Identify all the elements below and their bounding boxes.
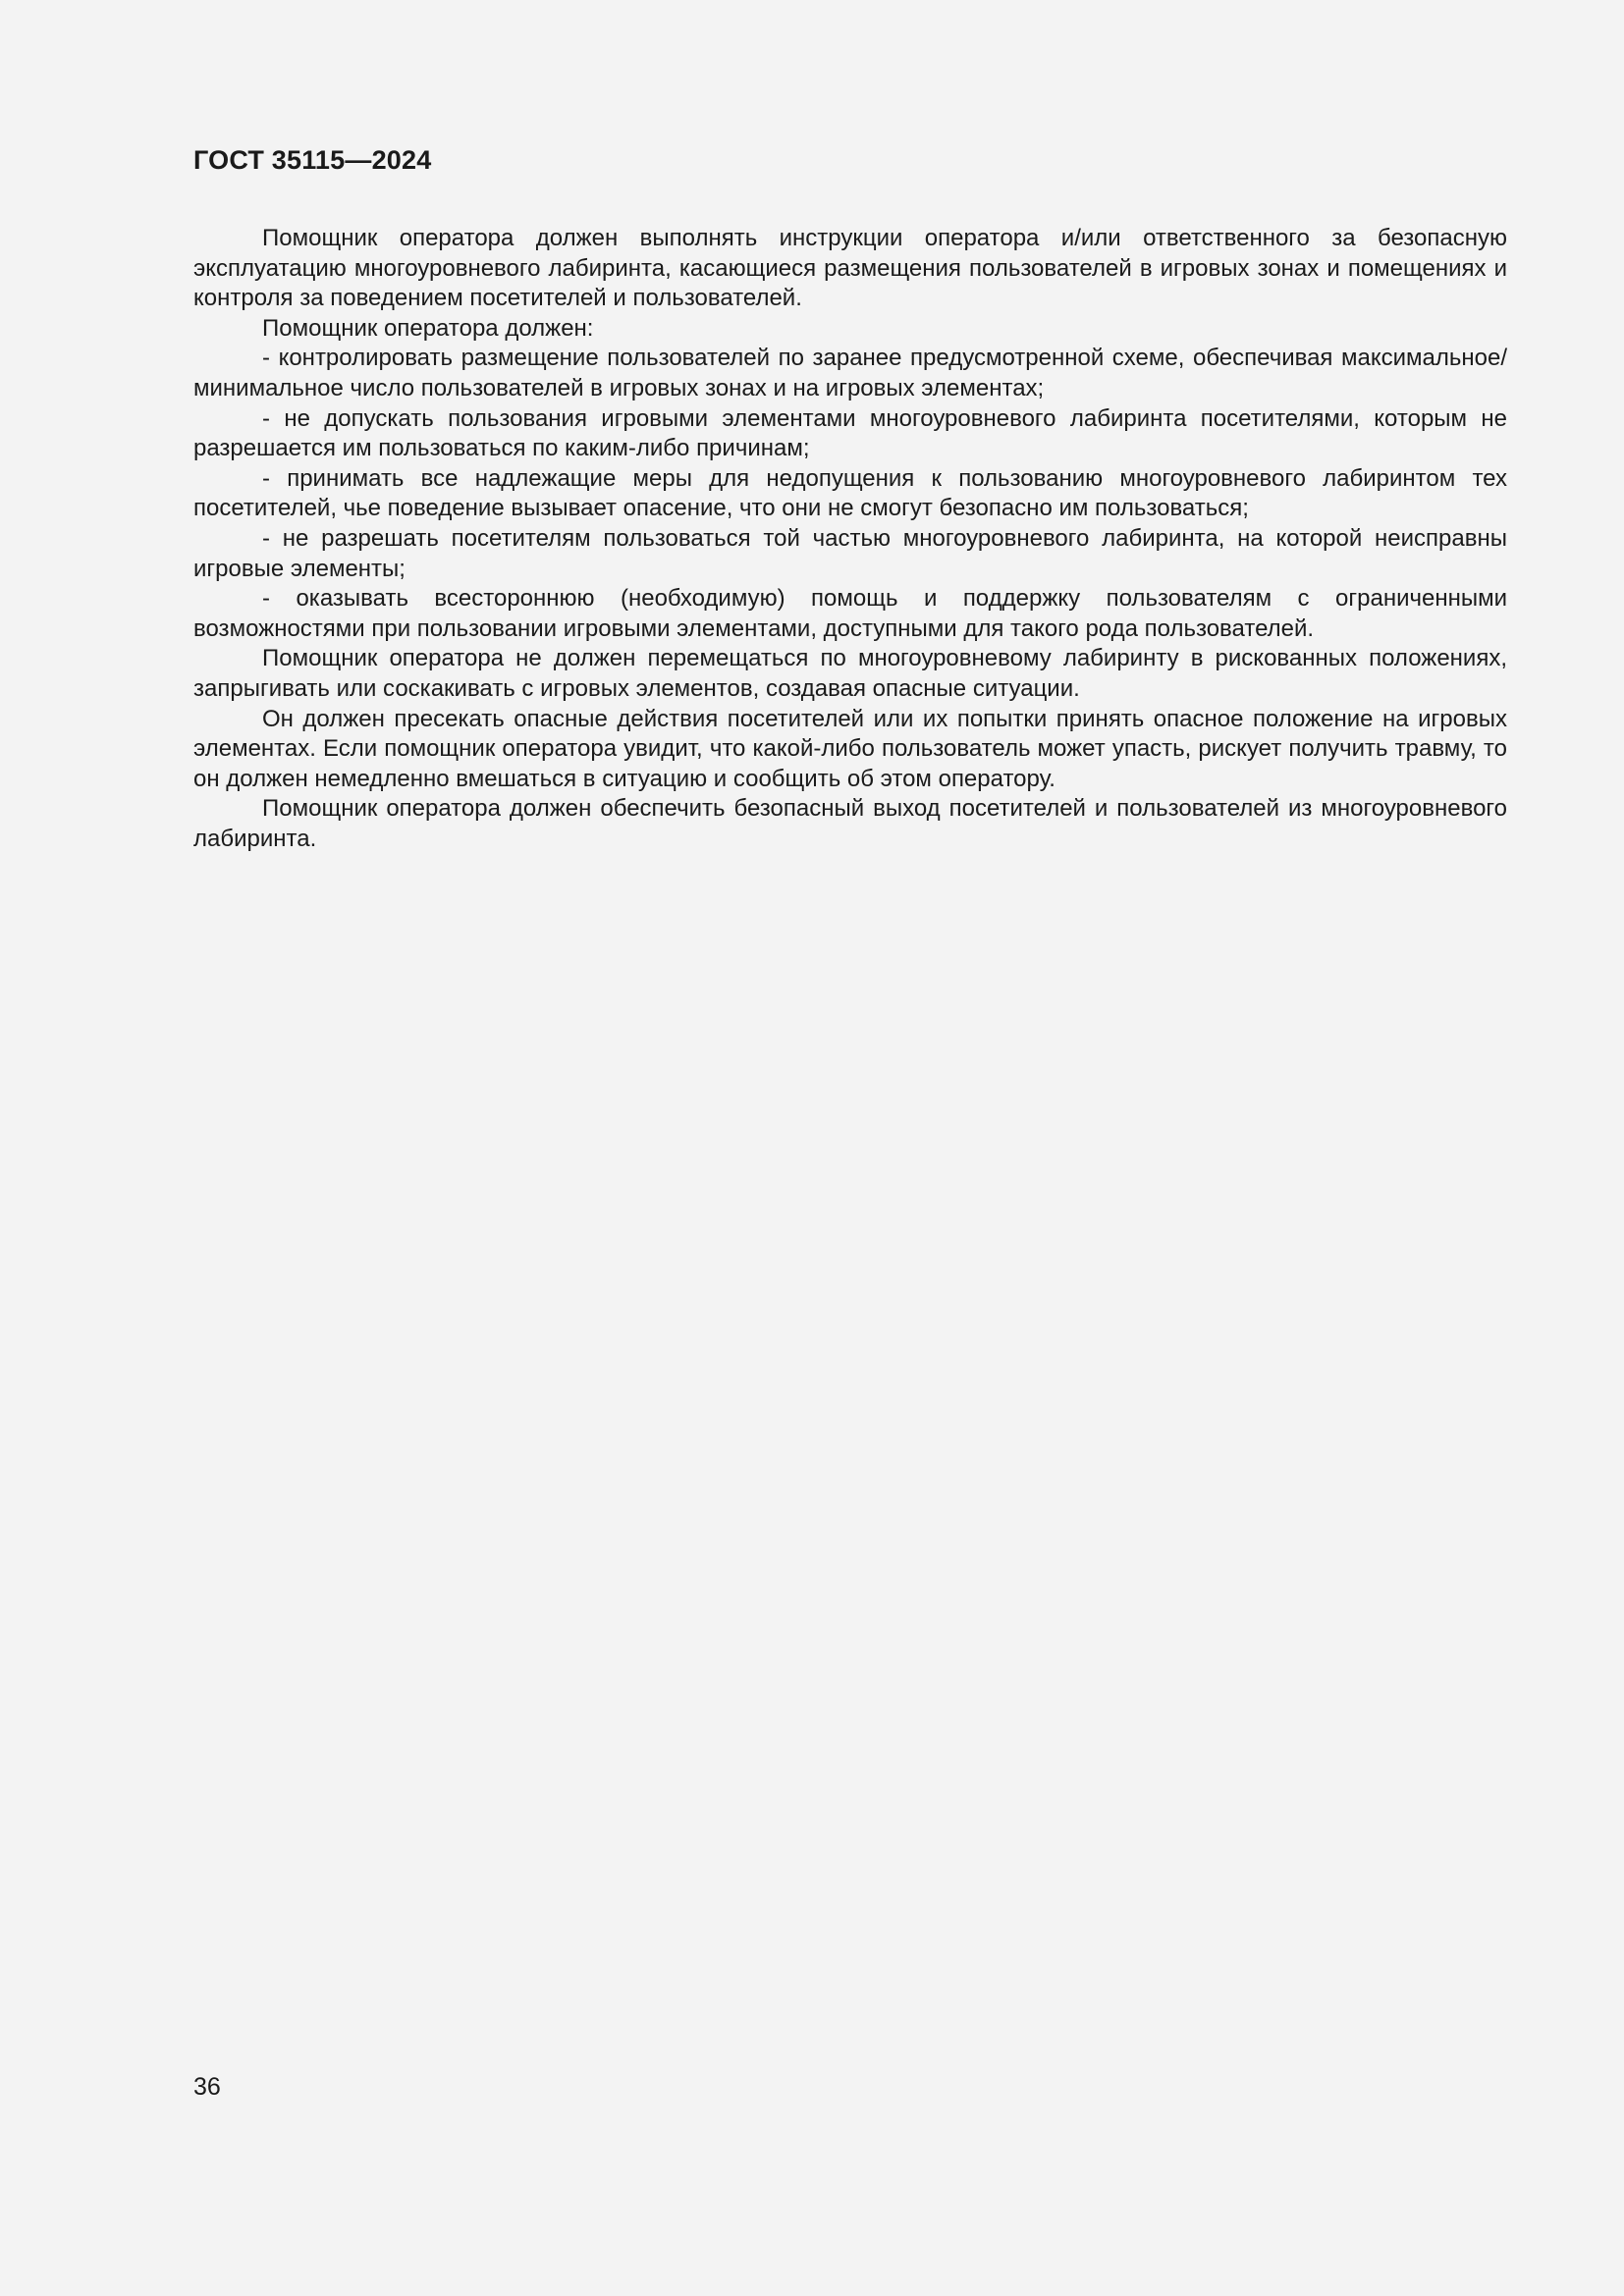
paragraph: Помощник оператора не должен перемещаться по многоуровневому лабиринту в рискованных положениях, запрыгивать или соскакивать с игровых элементов, создавая опасные ситуации. xyxy=(193,645,1507,702)
list-item: - принимать все надлежащие меры для недопущения к пользованию многоуровневого лабиринтом тех посетителей, чье поведение вызывает опасение, что они не смогут безопасно им пользоваться; xyxy=(193,464,1507,522)
paragraph: Он должен пресекать опасные действия посетителей или их попытки принять опасное положение на игровых элементах. Если помощник оператора увидит, что какой-либо пользователь может упасть, рискует получить травму, то он должен немедленно вмешаться в ситуацию и сообщить об этом оператору. xyxy=(193,705,1507,792)
paragraph: Помощник оператора должен: xyxy=(262,314,594,342)
list-item: - не разрешать посетителям пользоваться той частью многоуровневого лабиринта, на которой неисправны игровые элементы; xyxy=(193,524,1507,582)
document-code: ГОСТ 35115—2024 xyxy=(193,145,432,175)
paragraph: Помощник оператора должен обеспечить безопасный выход посетителей и пользователей из многоуровневого лабиринта. xyxy=(193,795,1507,852)
page-number: 36 xyxy=(193,2073,221,2101)
document-body xyxy=(193,224,1507,854)
list-item: - контролировать размещение пользователей по заранее предусмотренной схеме, обеспечивая максимальное/минимальное число пользователей в игровых зонах и на игровых элементах; xyxy=(193,345,1507,401)
paragraph: Помощник оператора должен выполнять инструкции оператора и/или ответственного за безопасную эксплуатацию многоуровневого лабиринта, касающиеся размещения пользователей в игровых зонах и помещениях и контроля за поведением посетителей и пользователей. xyxy=(193,225,1507,312)
list-item: - не допускать пользования игровыми элементами многоуровневого лабиринта посетителями, которым не разрешается им пользоваться по каким-либо причинам; xyxy=(193,404,1507,462)
list-item: - оказывать всестороннюю (необходимую) помощь и поддержку пользователям с ограниченными возможностями при пользовании игровыми элементами, доступными для такого рода пользователей. xyxy=(193,585,1507,642)
